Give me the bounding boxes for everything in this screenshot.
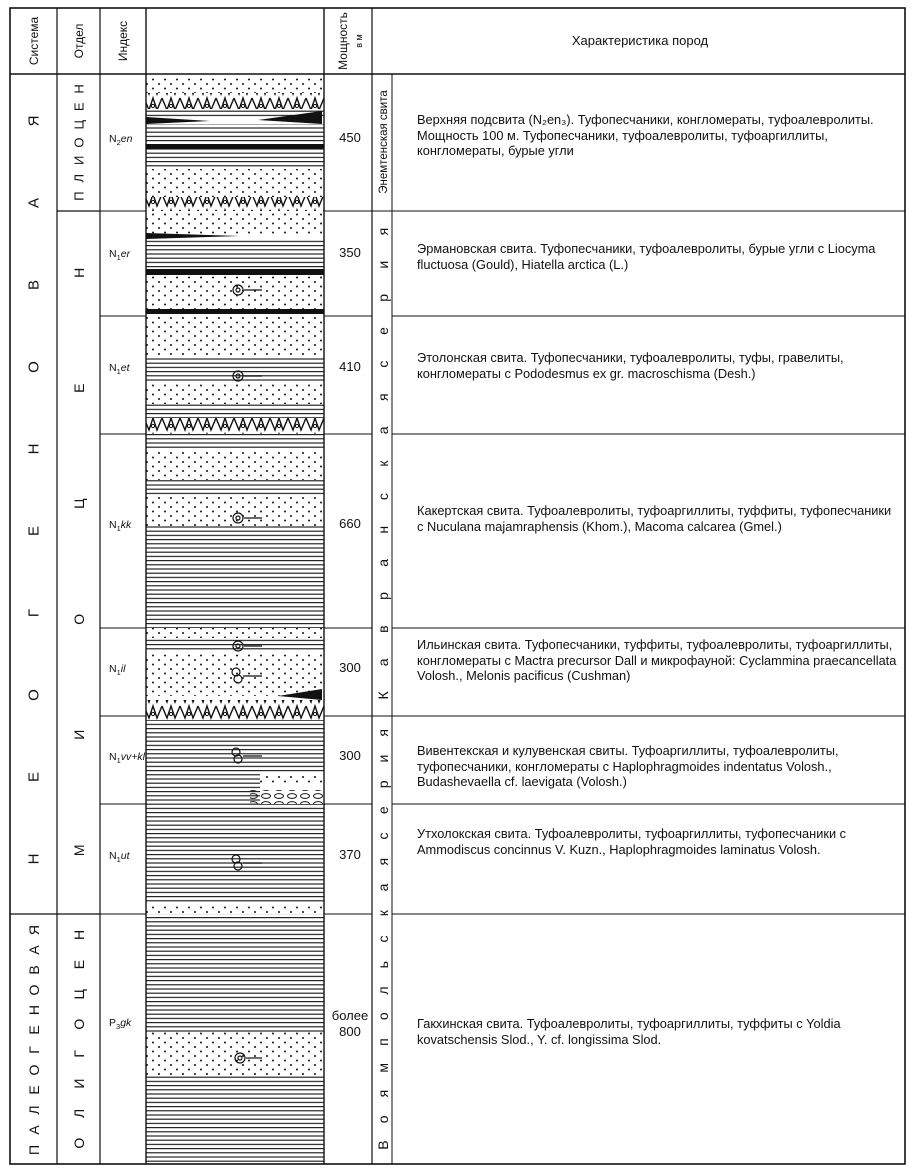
system-paleogene-letter: В xyxy=(26,965,42,975)
system-paleogene-letter: Л xyxy=(26,1105,42,1115)
system-neogene-letter: Г xyxy=(25,608,43,618)
header-index: Индекс xyxy=(116,20,130,62)
department-oligocene-letter: Г xyxy=(71,1050,87,1058)
system-neogene-letter: Н xyxy=(25,853,43,865)
system-neogene-letter: Я xyxy=(25,115,43,127)
system-paleogene-letter: О xyxy=(26,1064,42,1076)
system-neogene-letter: А xyxy=(25,197,43,209)
department-oligocene-letter: Н xyxy=(71,929,87,940)
system-neogene-letter: О xyxy=(25,361,43,373)
description-utkholok: Утхолокская свита. Туфоалевролиты, туфоаргиллиты, туфопесчаники с Ammodiscus concinnus V. Kuzn., Haplophragmoides laminatus Volosh. xyxy=(417,826,847,857)
series-voyampol-letter: м xyxy=(375,1063,391,1073)
series-kavran-letter: а xyxy=(375,658,391,667)
series-voyampol-letter: В xyxy=(375,1140,391,1150)
series-kavran-letter: к xyxy=(375,460,391,467)
header-department: Отдел xyxy=(72,23,86,59)
thickness-value: более xyxy=(331,1008,369,1023)
department-oligocene-letter: О xyxy=(71,1018,87,1030)
series-kavran-letter: с xyxy=(375,360,391,368)
series-voyampol-letter: о xyxy=(375,1115,391,1124)
index-label: $P_3gk$ xyxy=(109,1017,132,1031)
series-kavran-letter: р xyxy=(375,293,391,302)
series-voyampol-letter: я xyxy=(375,729,391,737)
system-paleogene-letter: Е xyxy=(26,1085,42,1095)
thickness-value: 660 xyxy=(339,516,361,531)
department-pliocene-letter: Л xyxy=(71,173,87,183)
system-paleogene-letter: А xyxy=(26,1125,42,1135)
thickness-value: 300 xyxy=(339,660,361,675)
series-kavran-letter: р xyxy=(375,592,391,600)
department-oligocene-letter: Ц xyxy=(71,989,87,1000)
header-thickness-unit: в м xyxy=(354,34,364,48)
index-label: $N_1ut$ xyxy=(109,850,130,864)
system-neogene-letter: Н xyxy=(25,443,43,455)
department-pliocene-letter: Е xyxy=(71,102,87,112)
series-voyampol-letter: р xyxy=(375,780,391,789)
index-label: $N_1vv+kl$ xyxy=(109,751,145,765)
system-paleogene-letter: Е xyxy=(26,1025,42,1035)
thickness-value: 350 xyxy=(339,245,361,260)
series-voyampol-letter: с xyxy=(375,832,391,840)
department-pliocene-letter: Н xyxy=(71,84,87,94)
system-paleogene-letter: Я xyxy=(26,924,42,936)
series-kavran-letter: е xyxy=(375,327,391,335)
department-pliocene-letter: Ц xyxy=(71,119,87,130)
series-voyampol-letter: п xyxy=(375,1038,391,1046)
series-enemten: Энемтенская свита xyxy=(378,90,390,194)
header-description: Характеристика пород xyxy=(571,33,709,48)
system-paleogene-letter: П xyxy=(26,1144,42,1156)
series-voyampol-letter: о xyxy=(375,1012,391,1021)
series-kavran-letter: я xyxy=(375,393,391,402)
thickness-value: 450 xyxy=(339,130,361,145)
series-voyampol-letter: е xyxy=(375,806,391,815)
series-voyampol-letter: к xyxy=(375,910,391,917)
department-oligocene-letter: Л xyxy=(71,1108,87,1118)
system-paleogene-letter: Н xyxy=(26,1004,42,1016)
series-kavran-letter: а xyxy=(375,559,391,567)
system-paleogene-letter: О xyxy=(26,984,42,996)
description-ermanovka: Эрмановская свита. Туфопесчаники, туфоалевролиты, бурые угли с Liocyma fluctuosa (Gould), Hiatella arctica (L.) xyxy=(417,241,876,272)
system-paleogene-letter: Г xyxy=(26,1046,42,1054)
header-thickness: Мощность xyxy=(336,12,350,70)
department-oligocene-letter: И xyxy=(71,1078,87,1089)
index-label: $N_2en$ xyxy=(109,133,133,147)
thickness-value: 410 xyxy=(339,359,361,374)
department-miocene-letter: М xyxy=(71,844,87,857)
department-oligocene-letter: О xyxy=(71,1137,87,1149)
system-neogene-letter: Е xyxy=(25,525,43,537)
series-kavran-letter: в xyxy=(375,625,391,633)
series-kavran-letter: а xyxy=(375,426,391,435)
series-voyampol-letter: л xyxy=(375,986,391,995)
series-voyampol-letter: я xyxy=(375,857,391,866)
index-column xyxy=(109,133,146,1031)
series-voyampol-letter: а xyxy=(375,883,391,892)
index-label: $N_1kk$ xyxy=(109,519,132,533)
series-voyampol-letter: я xyxy=(375,1089,391,1098)
description-gakkha: Гакхинская свита. Туфоалевролиты, туфоаргиллиты, туффиты с Yoldia kovatschensis Slod., Y. cf. longissima Slod. xyxy=(417,1016,841,1047)
department-oligocene-letter: Е xyxy=(71,959,87,970)
system-neogene-letter: О xyxy=(25,689,43,701)
vertical-labels xyxy=(26,84,88,1155)
thickness-value: 300 xyxy=(339,748,361,763)
lithology-column xyxy=(146,77,324,1162)
series-voyampol-letter: с xyxy=(375,935,391,943)
description-ilyinskaya: Ильинская свита. Туфопесчаники, туффиты, туфоалевролиты, туфоаргиллиты, конгломераты с Mactra precursor Dall и микрофауной: Cyclammina praecancellata Volosh., Melonis pacificus (Cushman) xyxy=(417,637,897,683)
description-viventek-kuluven: Вивентекская и кулувенская свиты. Туфоаргиллиты, туфоалевролиты, туфопесчаники, конгломераты с Haplophragmoides indentatus Volosh., Budashevaella cf. laevigata (Volosh.) xyxy=(417,743,839,789)
system-neogene-letter: В xyxy=(25,279,43,291)
series-kavran-letter: и xyxy=(375,260,391,269)
thickness-value: 800 xyxy=(339,1024,361,1039)
series-voyampol-letter: и xyxy=(375,754,391,763)
series-voyampol-letter: ь xyxy=(375,961,391,969)
department-miocene-letter: И xyxy=(71,729,87,740)
description-enemten: Верхняя подсвита (N₂en₃). Туфопесчаники, конгломераты, туфоалевролиты. Мощность 100 м. Туфопесчаники, туфоалевролиты, туфоаргиллиты, конгломераты, бурые угли xyxy=(417,112,874,158)
series-kavran-letter: К xyxy=(375,691,391,700)
description-kakert: Какертская свита. Туфоалевролиты, туфоаргиллиты, туффиты, туфопесчаники с Nuculana majamraphensis (Khom.), Macoma calcarea (Gmel.) xyxy=(417,503,892,534)
index-label: $N_1et$ xyxy=(109,362,130,376)
department-miocene-letter: О xyxy=(71,613,87,625)
series-kavran-letter: н xyxy=(375,525,391,534)
system-paleogene-letter: А xyxy=(26,945,42,955)
index-label: $N_1er$ xyxy=(109,248,131,262)
system-neogene-letter: Е xyxy=(25,771,43,783)
series-kavran-letter: с xyxy=(375,493,391,501)
department-pliocene-letter: П xyxy=(71,191,87,201)
department-miocene-letter: Н xyxy=(71,267,87,278)
department-pliocene-letter: И xyxy=(71,155,87,166)
department-pliocene-letter: О xyxy=(71,137,87,148)
header-system: Система xyxy=(27,16,41,66)
department-miocene-letter: Е xyxy=(71,383,87,393)
index-label: $N_1il$ xyxy=(109,663,126,677)
series-labels xyxy=(375,228,391,1150)
description-etolon: Этолонская свита. Туфопесчаники, туфоалевролиты, туфы, гравелиты, конгломераты с Pododesmus ex gr. macroschisma (Desh.) xyxy=(417,350,844,381)
thickness-column xyxy=(332,130,368,1039)
table-grid xyxy=(10,8,905,1164)
series-kavran-letter: я xyxy=(375,227,391,236)
department-miocene-letter: Ц xyxy=(71,498,87,509)
thickness-value: 370 xyxy=(339,847,361,862)
